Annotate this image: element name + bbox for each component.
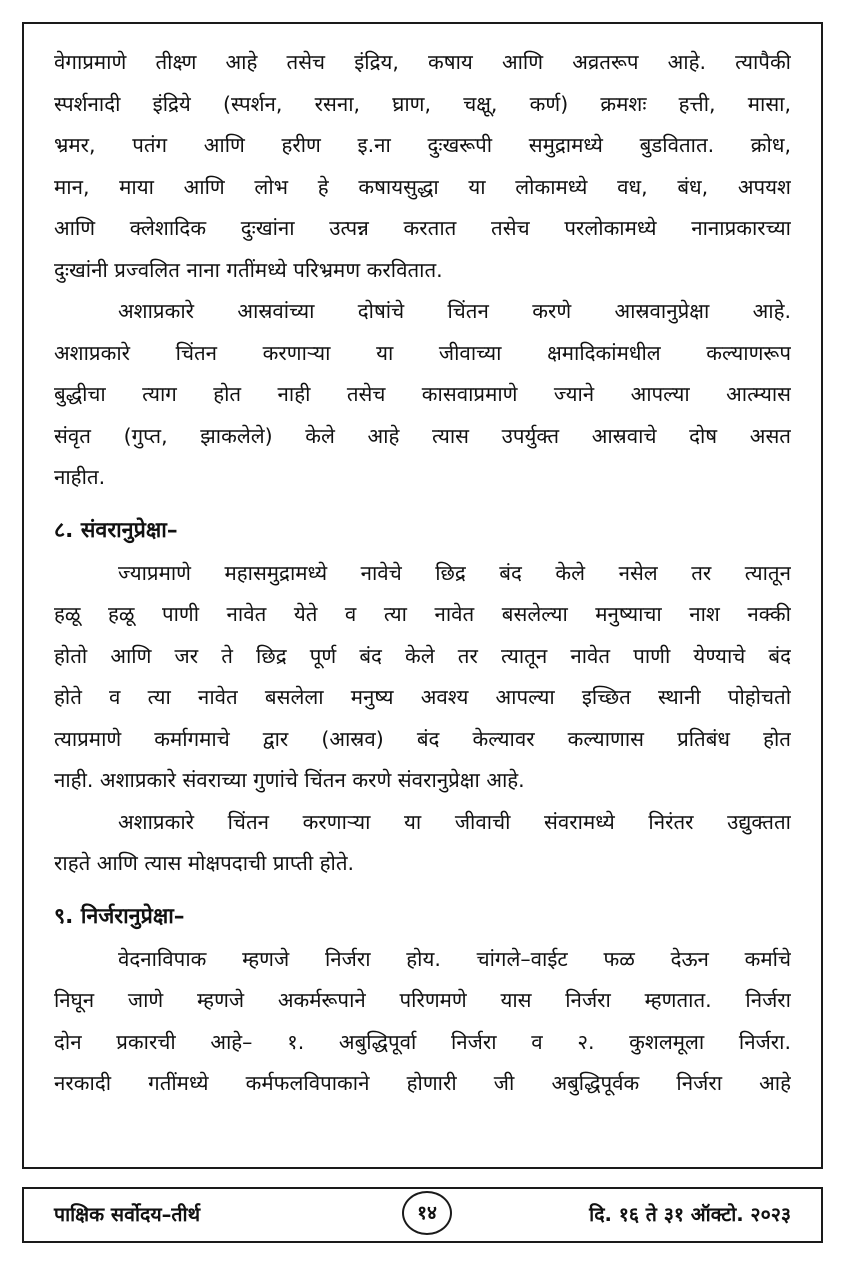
- page-content: [22, 22, 823, 1169]
- text-line: वेगाप्रमाणे तीक्ष्ण आहे तसेच इंद्रिय, कषाय आणि अव्रतरूप आहे. त्यापैकी: [54, 50, 791, 74]
- page-footer: [22, 1187, 823, 1243]
- text-line: होते व त्या नावेत बसलेला मनुष्य अवश्य आपल्या इच्छित स्थानी पोहोचतो: [54, 685, 791, 709]
- text-line: नाहीत.: [54, 465, 106, 489]
- text-line: भ्रमर, पतंग आणि हरीण इ.ना दुःखरूपी समुद्रामध्ये बुडवितात. क्रोध,: [54, 133, 791, 157]
- text-line: दोन प्रकारची आहे– १. अबुद्धिपूर्वा निर्जरा व २. कुशलमूला निर्जरा.: [54, 1029, 791, 1054]
- text-line: नरकादी गतींमध्ये कर्मफलविपाकाने होणारी जी अबुद्धिपूर्वक निर्जरा आहे: [54, 1071, 791, 1095]
- text-line: ज्याप्रमाणे महासमुद्रामध्ये नावेचे छिद्र बंद केले नसेल तर त्यातून: [118, 560, 791, 585]
- text-line: निघून जाणे म्हणजे अकर्मरूपाने परिणमणे यास निर्जरा म्हणतात. निर्जरा: [54, 988, 791, 1012]
- text-line: हळू हळू पाणी नावेत येते व त्या नावेत बसलेल्या मनुष्याचा नाश नक्की: [54, 602, 791, 626]
- text-line: अशाप्रकारे चिंतन करणाऱ्या या जीवाची संवरामध्ये निरंतर उद्युक्तता: [118, 809, 791, 834]
- text-line: वेदनाविपाक म्हणजे निर्जरा होय. चांगले–वाईट फळ देऊन कर्माचे: [118, 946, 791, 971]
- text-line: स्पर्शनादी इंद्रिये (स्पर्शन, रसना, घ्राण, चक्षू, कर्ण) क्रमशः हत्ती, मासा,: [54, 91, 791, 116]
- section-heading-8: ८. संवरानुप्रेक्षा–: [54, 517, 178, 543]
- text-line: आणि क्लेशादिक दुःखांना उत्पन्न करतात तसेच परलोकामध्ये नानाप्रकारच्या: [54, 216, 791, 240]
- section-heading-9: ९. निर्जरानुप्रेक्षा–: [54, 903, 185, 929]
- issue-date: दि. १६ ते ३१ ऑक्टो. २०२३: [589, 1203, 791, 1226]
- page-number: १४: [402, 1191, 452, 1235]
- text-line: संवृत (गुप्त, झाकलेले) केले आहे त्यास उपर्युक्त आस्रवाचे दोष असत: [54, 423, 791, 448]
- text-line: होतो आणि जर ते छिद्र पूर्ण बंद केले तर त्यातून नावेत पाणी येण्याचे बंद: [54, 643, 791, 668]
- publication-name: पाक्षिक सर्वोदय–तीर्थ: [54, 1203, 201, 1226]
- text-line: बुद्धीचा त्याग होत नाही तसेच कासवाप्रमाणे ज्याने आपल्या आत्म्यास: [54, 382, 791, 406]
- text-line: अशाप्रकारे चिंतन करणाऱ्या या जीवाच्या क्षमादिकांमधील कल्याणरूप: [54, 340, 791, 365]
- text-line: नाही. अशाप्रकारे संवराच्या गुणांचे चिंतन करणे संवरानुप्रेक्षा आहे.: [54, 768, 525, 792]
- text-line: त्याप्रमाणे कर्मागमाचे द्वार (आस्रव) बंद केल्यावर कल्याणास प्रतिबंध होत: [54, 726, 791, 751]
- text-line: दुःखांनी प्रज्वलित नाना गतींमध्ये परिभ्रमण करवितात.: [54, 257, 443, 282]
- text-line: अशाप्रकारे आस्रवांच्या दोषांचे चिंतन करणे आस्रवानुप्रेक्षा आहे.: [118, 299, 791, 323]
- text-line: मान, माया आणि लोभ हे कषायसुद्धा या लोकामध्ये वध, बंध, अपयश: [54, 174, 791, 199]
- text-line: राहते आणि त्यास मोक्षपदाची प्राप्ती होते.: [54, 851, 355, 875]
